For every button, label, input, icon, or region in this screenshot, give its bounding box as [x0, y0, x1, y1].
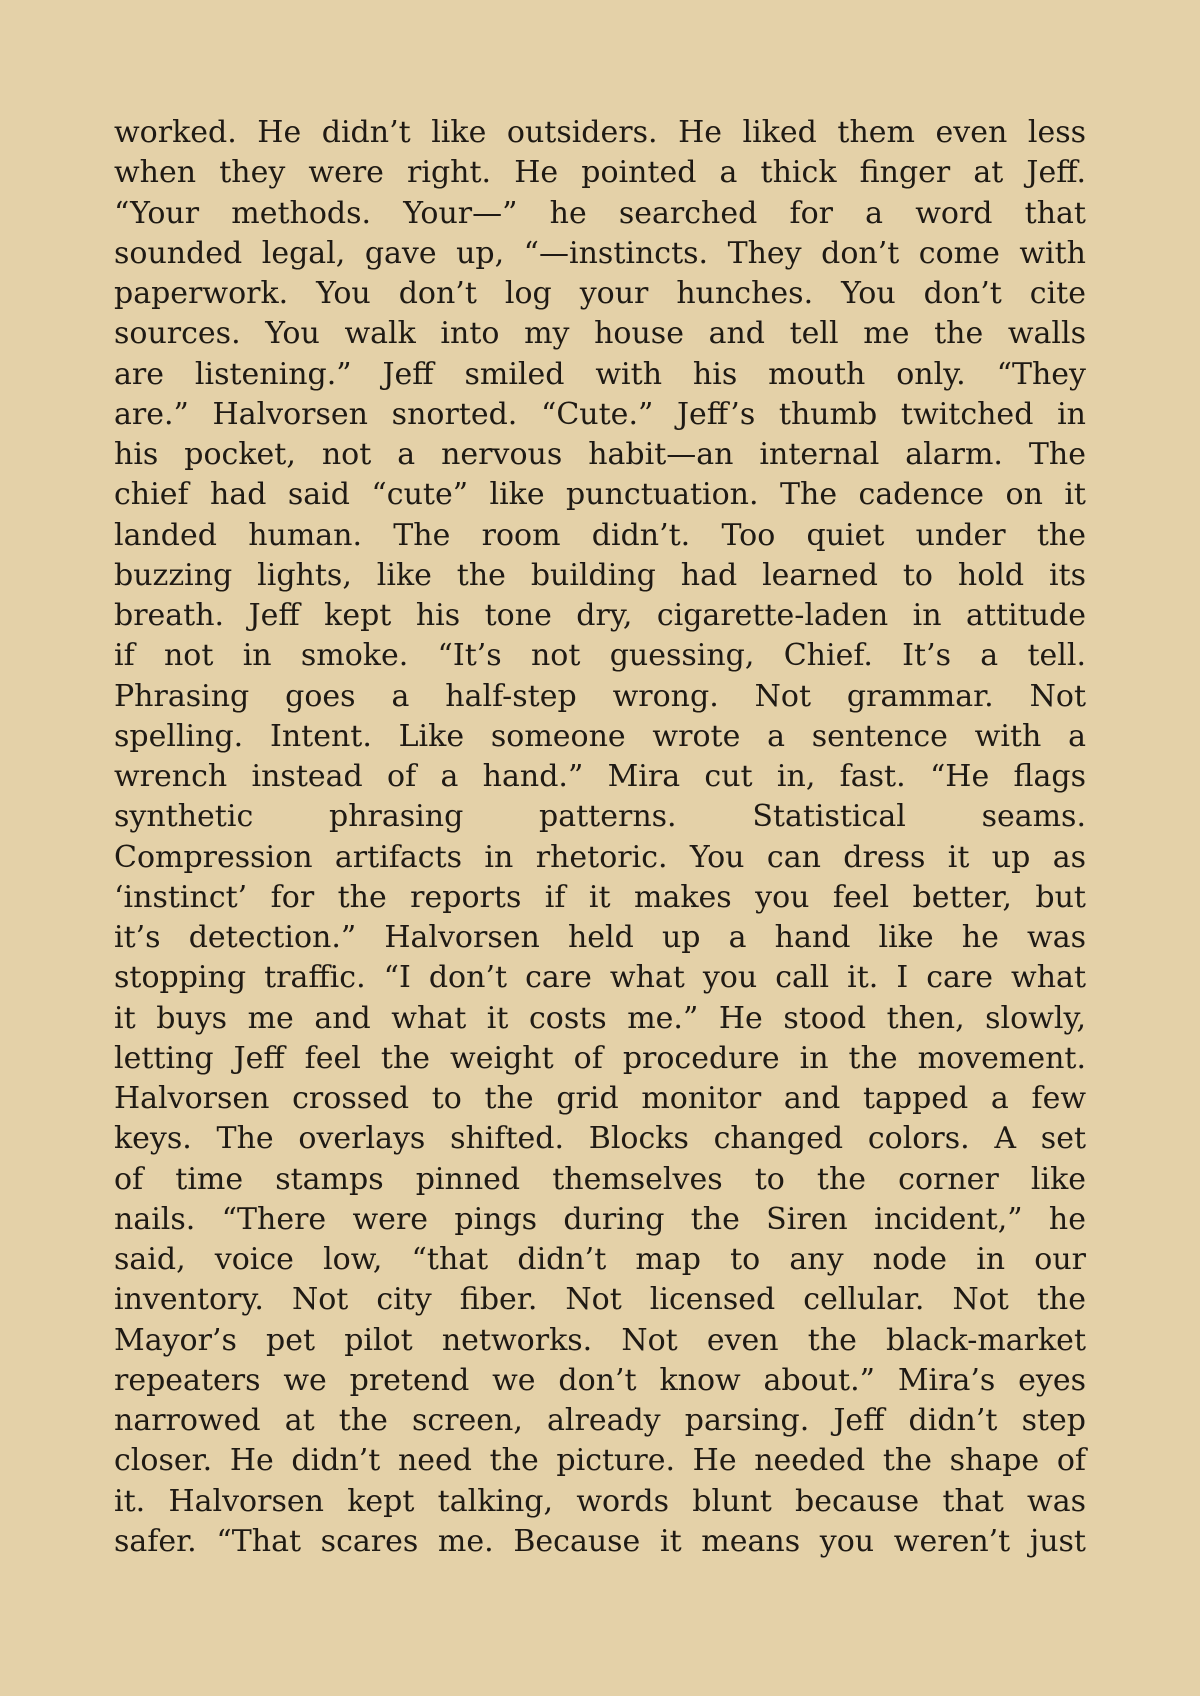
text-line-2: when they were right. He pointed a thick finger at Jeff.	[114, 155, 1086, 191]
text-line-18: synthetic phrasing patterns. Statistical seams.	[114, 799, 1086, 835]
text-line-9: his pocket, not a nervous habit—an internal alarm. The	[114, 437, 1086, 472]
text-line-15: Phrasing goes a half-step wrong. Not grammar. Not	[114, 678, 1086, 714]
text-line-22: stopping traffic. “I don’t care what you call it. I care what	[114, 960, 1086, 996]
text-line-20: ‘instinct’ for the reports if it makes you feel better, but	[114, 879, 1086, 915]
text-line-1: worked. He didn’t like outsiders. He liked them even less	[114, 115, 1086, 150]
text-line-36: safer. “That scares me. Because it means you weren’t just	[114, 1523, 1086, 1559]
text-line-17: wrench instead of a hand.” Mira cut in, fast. “He flags	[114, 759, 1086, 794]
text-line-30: inventory. Not city fiber. Not licensed cellular. Not the	[114, 1282, 1086, 1318]
text-line-21: it’s detection.” Halvorsen held up a hand like he was	[114, 920, 1086, 955]
text-line-26: keys. The overlays shifted. Blocks changed colors. A set	[114, 1121, 1086, 1157]
text-line-31: Mayor’s pet pilot networks. Not even the black-market	[114, 1322, 1086, 1358]
text-line-3: “Your methods. Your—” he searched for a word that	[114, 195, 1086, 231]
text-line-8: are.” Halvorsen snorted. “Cute.” Jeff’s thumb twitched in	[114, 396, 1086, 432]
text-line-13: breath. Jeff kept his tone dry, cigarette-laden in attitude	[114, 598, 1086, 633]
text-line-7: are listening.” Jeff smiled with his mouth only. “They	[114, 356, 1086, 392]
text-line-29: said, voice low, “that didn’t map to any node in our	[114, 1242, 1086, 1277]
text-line-23: it buys me and what it costs me.” He stood then, slowly,	[114, 1000, 1086, 1036]
text-line-5: paperwork. You don’t log your hunches. You don’t cite	[114, 276, 1086, 311]
text-line-33: narrowed at the screen, already parsing. Jeff didn’t step	[114, 1403, 1086, 1438]
text-line-32: repeaters we pretend we don’t know about.” Mira’s eyes	[114, 1362, 1086, 1398]
text-line-14: if not in smoke. “It’s not guessing, Chief. It’s a tell.	[114, 638, 1086, 674]
text-line-16: spelling. Intent. Like someone wrote a sentence with a	[114, 718, 1086, 754]
text-line-34: closer. He didn’t need the picture. He needed the shape of	[114, 1443, 1086, 1479]
text-line-35: it. Halvorsen kept talking, words blunt because that was	[114, 1483, 1086, 1519]
text-line-6: sources. You walk into my house and tell me the walls	[114, 316, 1086, 352]
text-line-27: of time stamps pinned themselves to the corner like	[114, 1161, 1086, 1197]
text-line-10: chief had said “cute” like punctuation. The cadence on it	[114, 477, 1086, 513]
text-line-25: Halvorsen crossed to the grid monitor and tapped a few	[114, 1081, 1086, 1116]
text-line-11: landed human. The room didn’t. Too quiet under the	[114, 517, 1086, 553]
text-line-4: sounded legal, gave up, “—instincts. They don’t come with	[114, 235, 1086, 271]
text-line-12: buzzing lights, like the building had learned to hold its	[114, 557, 1086, 593]
text-line-19: Compression artifacts in rhetoric. You can dress it up as	[114, 839, 1086, 875]
text-line-24: letting Jeff feel the weight of procedure in the movement.	[114, 1040, 1086, 1076]
body-text	[114, 113, 1086, 1562]
text-line-28: nails. “There were pings during the Siren incident,” he	[114, 1201, 1086, 1237]
